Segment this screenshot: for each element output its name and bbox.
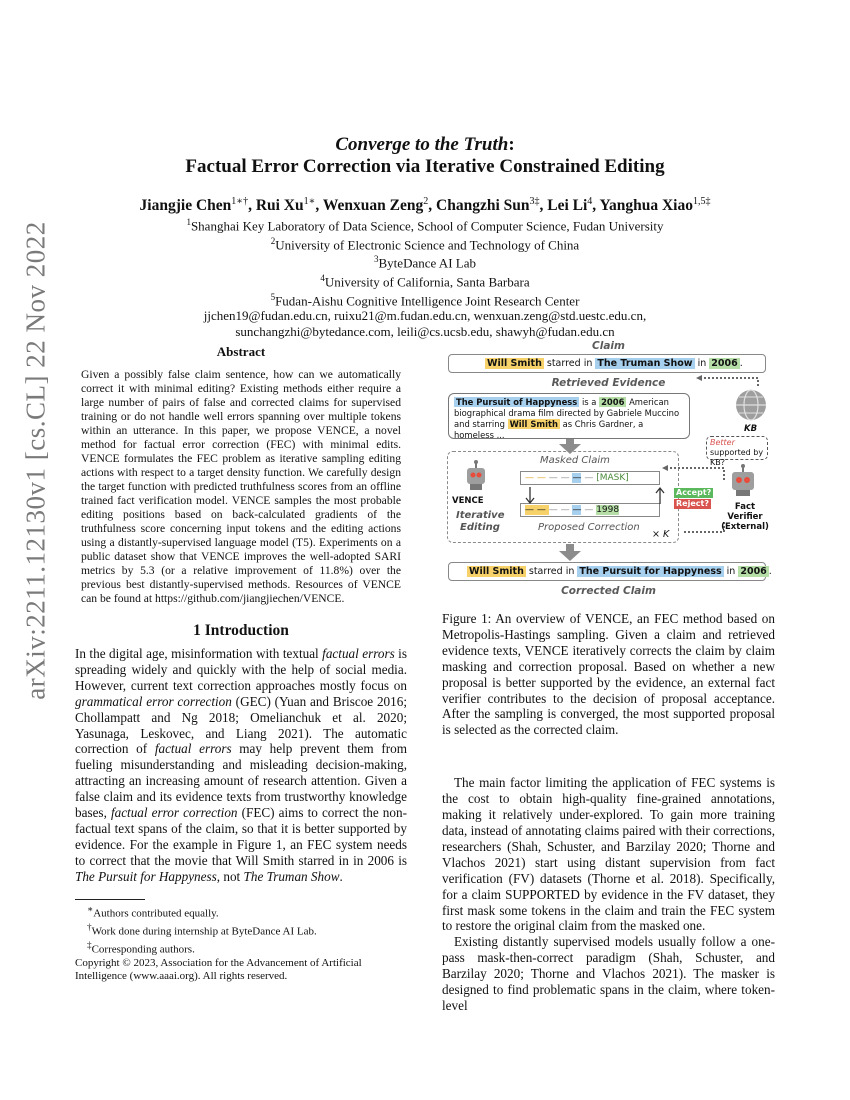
footnote (75, 921, 407, 939)
section-heading-introduction: 1 Introduction (193, 622, 289, 639)
masked-claim-box: — — — — — — [MASK] (520, 471, 660, 485)
corrected-text: starred in (525, 566, 578, 577)
affiliation (70, 215, 780, 234)
footnote-text: Work done during internship at ByteDance AI Lab. (91, 925, 317, 938)
claim-entity: 2006 (711, 358, 738, 369)
figure-caption: Figure 1: An overview of VENCE, an FEC method based on Metropolis-Hastings sampling. Given a claim and retrieved evidence texts, VENCE iteratively corrects the claim by claim masking and correction proposal. Based on whether a new proposal is better supported by the evidence, an external fact verifier contributes to the decision of proposal acceptance. After the sampling is converged, the most supported proposal is selected as the corrected claim. (442, 611, 775, 738)
corrected-entity: Will Smith (469, 566, 524, 577)
affiliation (70, 271, 780, 290)
body-paragraph: Existing distantly supervised models usually follow a one-pass mask-then-correct paradigm (Shah, Schuster, and Barzilay 2020; Thorne and Vlachos 2021). The masker is designed to find problematic spans in the claim, where token-level (442, 934, 775, 1013)
claim-label: Claim (592, 340, 625, 352)
intro-text: is spreading widely and quickly with the help of social media. However, current text correction approaches mostly focus on (75, 646, 407, 693)
editing-label: Editing (460, 522, 500, 533)
footnote (75, 939, 407, 957)
verifier-robot-icon (727, 464, 759, 498)
retrieved-evidence-label: Retrieved Evidence (551, 377, 666, 389)
abstract-text: Given a possibly false claim sentence, how can we automatically correct it with minimal editing? Existing methods either require a large number of pairs of false and corrected claims for supervised training or do not handle well errors spanning over multiple tokens within an utterance. In this paper, we propose VENCE, a novel method for factual error correction (FEC) with minimal edits. VENCE formulates the FEC problem as iterative sampling editing actions with respect to a target density function. We carefully design the target function with predicted truthfulness scores from an offline trained fact verification model. VENCE samples the most probable editing positions based on back-calculated gradients of the truthfulness score concerning input tokens and the editing actions using a distantly-supervised language model (T5). Experiments on a public dataset show that VENCE improves the well-adopted SARI metrics by 5.3 (or a relative improvement of 11.8%) over the previous best distantly-supervised methods. Resources of VENCE can be found at https://github.com/jiangjiechen/VENCE. (81, 368, 401, 605)
intro-paragraph (75, 646, 407, 885)
proposal-box: — — — — — — 1998 (520, 503, 660, 517)
proposal-year: 1998 (596, 505, 620, 515)
corrected-claim-box (448, 562, 772, 581)
intro-text: (FEC) aims to correct the non-factual text spans of the claim, so that it is better supported by evidence. For the example in Figure 1, an FEC system needs to correct that the movie that Will Smith starred in in 2006 is (75, 805, 407, 868)
author-sup: 1∗† (231, 196, 249, 207)
right-column (442, 611, 775, 1014)
verifier-name: Fact Verifier (727, 502, 763, 522)
affiliation (70, 290, 780, 309)
claim-text: in (694, 358, 710, 369)
kb-label: KB (744, 424, 758, 434)
evidence-text: American biographical drama film directed by Gabriele Muccino and starring (454, 397, 680, 429)
vence-label: VENCE (452, 496, 484, 506)
author: Changzhi Sun (436, 197, 530, 215)
footnote-text: Authors contributed equally. (93, 907, 219, 920)
author-sup: 1,5‡ (692, 196, 711, 207)
title-block (70, 134, 780, 339)
loop-arrows (520, 485, 670, 507)
footnote-sym: † (87, 921, 92, 932)
corrected-text: in (723, 566, 739, 577)
corrected-claim-label: Corrected Claim (561, 585, 656, 597)
author: Yanghua Xiao (599, 197, 693, 215)
reject-tag: Reject? (676, 499, 709, 508)
masked-claim-label: Masked Claim (540, 455, 610, 466)
footnote (75, 903, 407, 921)
claim-text: . (739, 358, 743, 369)
aff-text: University of California, Santa Barbara (324, 274, 530, 290)
intro-em: factual error correction (110, 805, 238, 821)
better-supported-bubble (706, 436, 768, 467)
flow-arrow-head (559, 551, 581, 561)
author: Wenxuan Zeng (322, 197, 424, 215)
intro-text: (GEC) (Yuan and Briscoe 2016; Chollampatt and Ng 2018; Omelianchuk et al. 2020; Yasunaga, Leskovec, and Liang 2021). The automatic correction of (75, 693, 408, 757)
evidence-entity: Will Smith (509, 419, 558, 429)
bubble-text: supported by KB? (710, 448, 764, 467)
robot-icon (462, 460, 490, 492)
kb-dotted-arrow (694, 374, 764, 394)
affiliation (70, 234, 780, 253)
aff-sup: 4 (320, 273, 325, 284)
intro-em: The Truman Show (243, 868, 340, 884)
author-sup: 3‡ (529, 196, 540, 207)
aff-text: ByteDance AI Lab (378, 255, 476, 271)
claim-entity: Will Smith (487, 358, 542, 369)
evidence-text: as Chris Gardner, a homeless ... (454, 419, 644, 440)
corrected-entity: The Pursuit for Happyness (579, 566, 722, 577)
accept-tag: Accept? (676, 488, 712, 497)
title-line-1 (70, 134, 780, 156)
evidence-text: is a (579, 397, 600, 407)
affiliation (70, 252, 780, 271)
footnote-sym: ∗ (87, 903, 94, 914)
intro-text: , not (216, 868, 244, 884)
corrected-entity: 2006 (740, 566, 767, 577)
aff-text: Shanghai Key Laboratory of Data Science, School of Computer Science, Fudan University (190, 218, 664, 234)
copyright-notice: Copyright © 2023, Association for the Advancement of Artificial Intelligence (www.aaai.org). All rights reserved. (75, 956, 362, 983)
iterative-label: Iterative (456, 510, 505, 521)
claim-entity: The Truman Show (597, 358, 693, 369)
email-line: jjchen19@fudan.edu.cn, ruixu21@m.fudan.edu.cn, wenxuan.zeng@std.uestc.edu.cn, (203, 308, 647, 324)
author-sup: 2 (423, 196, 429, 207)
mask-token: [MASK] (596, 473, 629, 483)
claim-text: starred in (543, 358, 596, 369)
corrected-text: . (768, 566, 772, 577)
left-column (75, 344, 407, 984)
arxiv-identifier (14, 110, 58, 810)
proposed-correction-label: Proposed Correction (538, 522, 640, 533)
footnote-rule (75, 899, 145, 900)
intro-text: . (339, 868, 343, 884)
intro-text: In the digital age, misinformation with textual (75, 646, 323, 661)
arxiv-id-text: arXiv:2211.12130v1 [cs.CL] 22 Nov 2022 (20, 220, 51, 700)
author: Jiangjie Chen (139, 197, 232, 215)
intro-em: The Pursuit for Happyness (75, 868, 217, 884)
times-k-label: × K (652, 529, 670, 540)
email-line: sunchangzhi@bytedance.com, leili@cs.ucsb.edu, shawyh@fudan.edu.cn (235, 323, 615, 339)
aff-sup: 2 (270, 235, 276, 246)
title-italic: Converge to the Truth (335, 134, 509, 155)
evidence-box (448, 393, 690, 439)
fact-verifier-label (718, 502, 772, 532)
aff-sup: 3 (374, 254, 379, 265)
intro-em: factual errors (154, 741, 232, 757)
claim-box (448, 354, 766, 373)
verifier-sub: (External) (721, 522, 769, 532)
evidence-entity: 2006 (601, 397, 625, 407)
author-list: Jiangjie Chen$^{1∗\dagger}$, Rui $Xu^{1∗}$, Wenxuan Zeng$^2$, Changzhi Sun$^{3\ddagger}$, Lei Li$^4$, Yanghua Xiao$^{1,5\ddagger}$ (139, 196, 711, 215)
aff-text: Fudan-Aishu Cognitive Intelligence Joint Research Center (275, 292, 580, 308)
aff-text: University of Electronic Science and Technology of China (275, 237, 580, 253)
bubble-em: Better (710, 438, 735, 447)
author-sup: 4 (587, 196, 593, 207)
body-paragraph: The main factor limiting the application of FEC systems is the cost to obtain high-quality fine-grained annotations, making it relatively under-explored. To gain more training data, instead of annotating claims paired with their corrections, researchers (Shah, Schuster, and Barzilay 2020; Thorne and Vlachos 2021) start using distant supervision from fact verification (FV) datasets (Thorne et al. 2018). Specifically, for a claim SUPPORTED by evidence in the FV dataset, they first mask some tokens in the claim and train the FEC system to restore the original claim from the masked one. (442, 775, 775, 934)
author: Rui Xu (255, 197, 304, 215)
author: Lei Li (547, 197, 588, 215)
evidence-entity: The Pursuit of Happyness (456, 397, 578, 407)
intro-em: factual errors (322, 646, 395, 661)
aff-sup: 1 (186, 217, 191, 228)
aff-sup: 5 (270, 291, 276, 302)
figure-1 (442, 340, 775, 600)
author-sup: 1∗ (303, 196, 316, 207)
title-line-2: Factual Error Correction via Iterative Constrained Editing (185, 156, 665, 177)
intro-em: grammatical error correction (75, 693, 232, 709)
intro-text: may help prevent them from fueling misunderstanding and misleading decision-making, attracting an increasing amount of research attention. Given a false claim and its evidence texts from trustworthy knowledge bases, (75, 741, 407, 821)
footnote-text: Corresponding authors. (91, 943, 195, 956)
title-colon: : (508, 134, 515, 155)
abstract-heading: Abstract (216, 344, 266, 359)
footnote-sym: ‡ (87, 939, 92, 950)
